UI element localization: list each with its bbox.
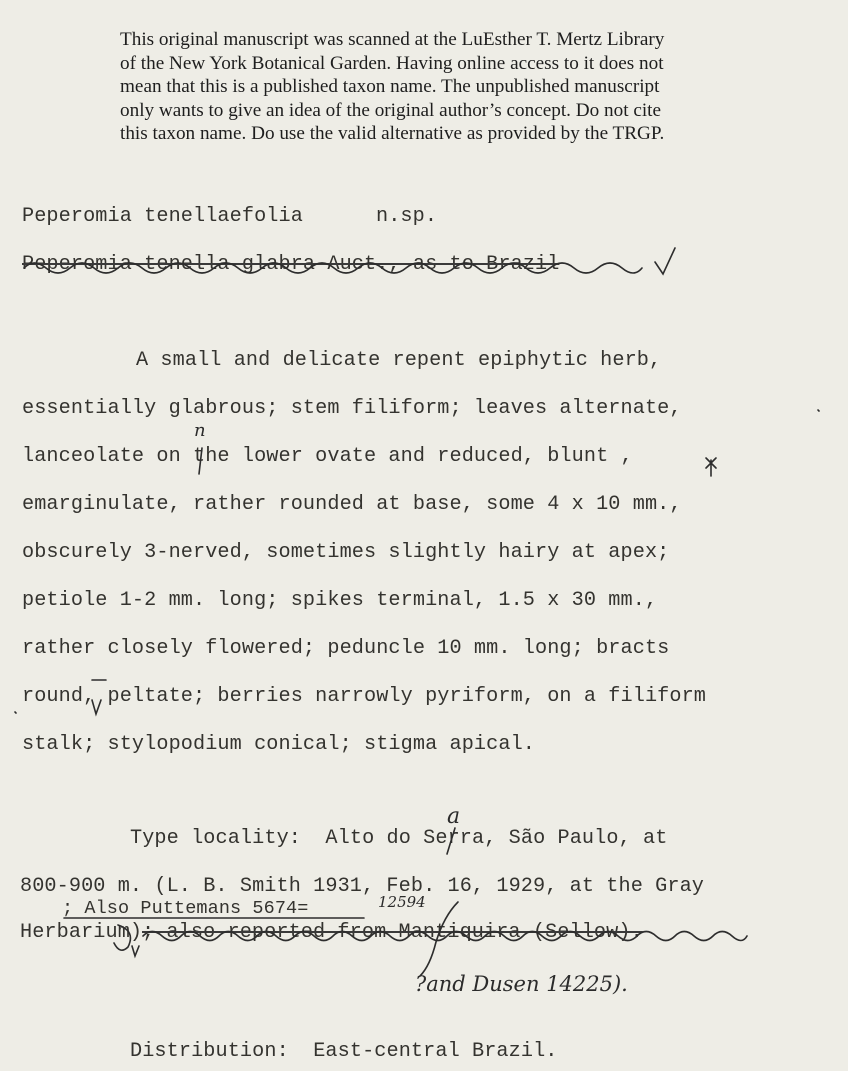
insert-arrow (420, 902, 458, 976)
handwritten-a: a (447, 804, 461, 829)
description-line: A small and delicate repent epiphytic herb, (136, 349, 662, 372)
notice-line: This original manuscript was scanned at the LuEsther T. Mertz Library (120, 29, 665, 50)
description-line: petiole 1-2 mm. long; spikes terminal, 1.5 x 30 mm., (22, 589, 658, 612)
description-line: round, peltate; berries narrowly pyriform, on a filiform (22, 685, 707, 708)
handwritten-n: n (194, 420, 206, 441)
distribution-line: Distribution: East-central Brazil. (130, 1040, 558, 1063)
on-correction-stroke (199, 448, 202, 474)
handwritten-number: 12594 (378, 893, 426, 911)
herbarium-text: Herbarium) (20, 921, 143, 944)
description-line: emarginulate, rather rounded at base, some 4 x 10 mm., (22, 493, 682, 516)
herbarium-caret (132, 946, 139, 956)
blunt-caret (706, 458, 716, 476)
synonym-end-check (655, 248, 675, 274)
species-status: n.sp. (376, 205, 438, 228)
inserted-citation: ; Also Puttemans 5674= (62, 898, 309, 919)
description-line: essentially glabrous; stem filiform; leaves alternate, (22, 397, 682, 420)
notice-line: this taxon name. Do use the valid alternative as provided by the TRGP. (120, 123, 665, 145)
do-correction-stroke (447, 828, 455, 854)
type-locality-line: 800-900 m. (L. B. Smith 1931, Feb. 16, 1929, at the Gray (20, 875, 705, 898)
struck-synonym: Peperomia tenella glabra Auct., as to Brazil (22, 253, 560, 276)
synonym-scribble (24, 263, 642, 273)
mantiquira-scribble (143, 932, 747, 941)
notice-line: mean that this is a published taxon name. The unpublished manuscript (120, 76, 660, 98)
struck-mantiquira: ; also reported from Mantiquira (Sellow). (142, 921, 643, 944)
description-line: rather closely flowered; peduncle 10 mm. long; bracts (22, 637, 670, 660)
round-caret (92, 700, 101, 714)
description-line: obscurely 3-nerved, sometimes slightly hairy at apex; (22, 541, 670, 564)
page-speck (818, 410, 819, 411)
notice-line: of the New York Botanical Garden. Having online access to it does not (120, 52, 664, 74)
page-speck (15, 712, 16, 713)
type-locality-line: Type locality: Alto do Serra, São Paulo, at (130, 827, 668, 850)
herbarium-loop (114, 925, 130, 950)
description-line: lanceolate on the lower ovate and reduced, blunt , (22, 445, 633, 468)
notice-line: only wants to give an idea of the original author’s concept. Do not cite (120, 99, 662, 121)
handwritten-dusen-note: ?and Dusen 14225). (415, 972, 628, 996)
description-line: stalk; stylopodium conical; stigma apical. (22, 733, 536, 756)
species-name: Peperomia tenellaefolia (22, 205, 303, 228)
